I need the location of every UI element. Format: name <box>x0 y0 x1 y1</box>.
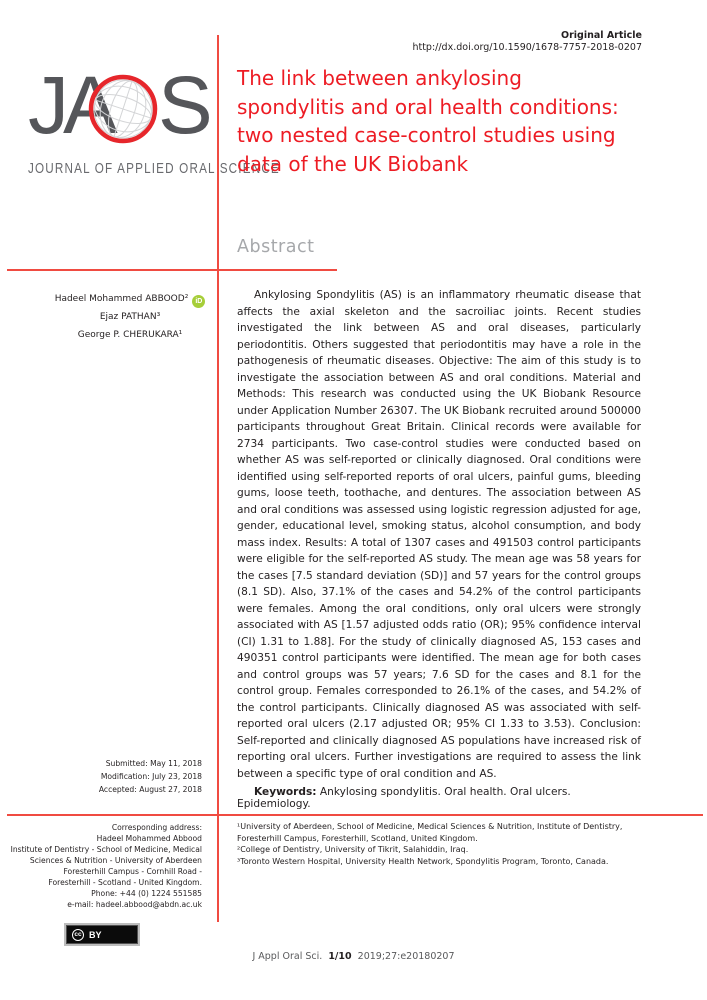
cc-icon: cc <box>72 929 84 941</box>
correspondence-block <box>10 822 202 910</box>
correspondence-line: Foresterhill Campus - Cornhill Road - <box>63 867 202 876</box>
dates-block <box>30 757 202 796</box>
logo-subtitle: JOURNAL OF APPLIED ORAL SCIENCE <box>28 160 280 177</box>
title-line: data of the UK Biobank <box>237 151 469 176</box>
title-line: spondylitis and oral health conditions: <box>237 94 619 119</box>
globe-icon <box>88 74 158 148</box>
keywords <box>237 786 641 810</box>
logo-letters <box>28 62 218 157</box>
journal-name: J Appl Oral Sci. <box>252 951 323 962</box>
author-name-text: Hadeel Mohammed ABBOOD² <box>54 294 189 304</box>
author-name: Ejaz PATHAN³ <box>99 312 161 322</box>
abstract-heading: Abstract <box>237 237 315 257</box>
article-title <box>237 64 619 178</box>
correspondence-line: Foresterhill - Scotland - United Kingdom. <box>48 878 202 887</box>
correspondence-line: Institute of Dentistry - School of Medicine, Medical <box>10 845 202 854</box>
affiliation: ³Toronto Western Hospital, University Health Network, Spondylitis Program, Toronto, Canada. <box>237 856 609 866</box>
title-line: two nested case-control studies using <box>237 123 616 147</box>
modification-date: Modification: July 23, 2018 <box>100 772 202 781</box>
citation: 2019;27:e20180207 <box>357 951 455 962</box>
page-footer <box>0 951 707 962</box>
keywords-label: Keywords: <box>254 786 317 798</box>
article-type-label: Original Article <box>561 30 642 41</box>
submitted-date: Submitted: May 11, 2018 <box>105 759 202 768</box>
header-meta <box>412 30 642 53</box>
author-name <box>30 290 230 308</box>
abstract-body: Ankylosing Spondylitis (AS) is an inflammatory rheumatic disease that affects the axial skeleton and the sacroiliac joints. Recent studies investigated the link between AS and oral diseases, particularly periodontitis. Others suggested that periodontitis may have a role in the pathogenesis of rheumatic diseases. Objective: The aim of this study is to investigate the association between AS and oral conditions. Material and Methods: This research was conducted using the UK Biobank Resource under Application Number 26307. The UK Biobank recruited around 500000 participants throughout Great Britain. Clinical records were available for 2734 participants. Two case-control studies were conducted based on whether AS was self-reported or clinically diagnosed. Oral conditions were identified using self-reported reports of oral ulcers, painful gums, bleeding gums, loose teeth, toothache, and dentures. The association between AS and oral conditions was assessed using logistic regression adjusted for age, gender, educational level, smoking status, alcohol consumption, and body mass index. Results: A total of 1307 cases and 491503 control participants were eligible for the self-reported AS study. The mean age was 58 years for the cases [7.5 standard deviation (SD)] and 57 years for the control groups (8.1 SD). Also, 37.1% of the cases and 54.2% of the control participants were females. Among the oral conditions, only oral ulcers were strongly associated with AS [1.57 adjusted odds ratio (OR); 95% confidence interval (CI) 1.31 to 1.88]. For the study of clinically diagnosed AS, 153 cases and 490351 control participants were identified. The mean age for both cases and control groups was 57 years; 7.6 SD for the cases and 8.1 for the control group. Females corresponded to 26.1% of the cases, and 54.2% of the control participants. Clinically diagnosed AS was associated with self-reported oral ulcers (2.17 adjusted OR; 95% CI 1.33 to 3.53). Conclusion: Self-reported and clinically diagnosed AS populations have increased risk of reporting oral ulcers. Further investigations are required to assess the link between a specific type of oral condition and AS. <box>237 289 641 780</box>
accepted-date: Accepted: August 27, 2018 <box>98 785 202 794</box>
keywords-text: Ankylosing spondylitis. Oral health. Oral ulcers. Epidemiology. <box>237 786 571 810</box>
correspondence-line: Sciences & Nutrition - University of Aberdeen <box>29 856 202 865</box>
page-number: 1/10 <box>328 951 352 962</box>
affiliation: ²College of Dentistry, University of Tikrit, Salahiddin, Iraq. <box>237 845 469 854</box>
journal-logo <box>28 60 280 197</box>
title-line: The link between ankylosing <box>237 66 522 90</box>
affiliations-block <box>237 821 647 867</box>
cc-by-label: BY <box>89 929 102 940</box>
logo-letters-ja: JA <box>28 60 112 151</box>
logo-letter-s: S <box>158 60 213 151</box>
orcid-icon[interactable]: iD <box>192 295 205 308</box>
cc-by-badge[interactable] <box>66 925 138 944</box>
doi-link[interactable]: http://dx.doi.org/10.1590/1678-7757-2018-0207 <box>412 41 642 53</box>
correspondence-line: Phone: +44 (0) 1224 551585 <box>91 889 202 898</box>
footer-divider-line <box>7 814 703 816</box>
correspondence-email[interactable]: e-mail: hadeel.abbood@abdn.ac.uk <box>67 900 202 909</box>
correspondence-line: Hadeel Mohammed Abbood <box>96 834 202 843</box>
abstract-divider-line <box>7 269 337 271</box>
affiliation: ¹University of Aberdeen, School of Medicine, Medical Sciences & Nutrition, Institute of Dentistry, Foresterhill Campus, Foresterhill, Scotland, United Kingdom. <box>237 822 623 843</box>
authors-block <box>30 290 230 344</box>
author-name: George P. CHERUKARA¹ <box>77 330 183 340</box>
correspondence-line: Corresponding address: <box>111 823 202 832</box>
